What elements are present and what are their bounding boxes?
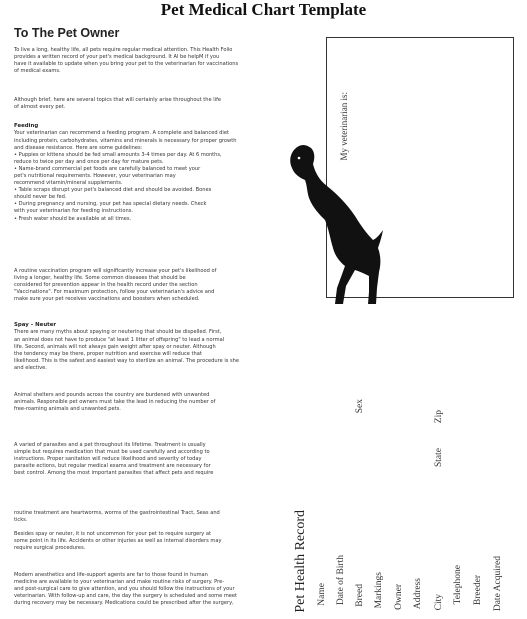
vaccination-paragraph [14,268,282,303]
shelters-paragraph [14,392,282,413]
field-name-label: Name [317,583,327,606]
zip-label: Zip [434,409,444,423]
intro-text: To live a long, healthy life, all pets require regular medical attention. This Health Folio provides a written record of your pet's medical background. It Al be helpM if you have it available to update when you bring your pet to the veterinarian for vaccinations of medical exams. [14,47,239,75]
parasites-text: A varied of parasites and a pet throughout its lifetime. Treatment is usually simple but requires medication that must be used carefully and according to instructions. Proper sanitation will reduce likelihood and severity of today parasite ections, but regular medical exams and treatment are necessary for best control. Among the most important parasites that affect pets and require [14,442,214,477]
field-owner-label: Owner [394,584,404,610]
shelters-text: Animal shelters and pounds across the country are burdened with unwanted animals. Responsible pet owners must take the lead in reducing the number of free-roaming animals and unwanted pets. [14,392,216,413]
field-breeder-label: Breeder [473,575,483,606]
surgery-paragraph [14,531,282,552]
feeding-text: Your veterinarian can recommend a feeding program. A complete and balanced diet including protein, carbohydrates, vitamins and minerals is necessary for proper growth and disease resistance. Here are some guidelines: • Puppies or kittens should be fed small amounts 3-4 times per day. At 6 months, reduce to twice per day and once per day for mature pets. • Name-brand commercial pet foods are carefully balanced to meet your pet's nutritional requirements. However, your veterinarian may recommend vitamin/mineral supplements. • Table scraps disrupt your pet's balanced diet and should be avoided. Bones should never be fed. • During pregnancy and nursing, your pet has special dietary needs. Check with your veterinarian for feeding instructions. • Fresh water should be available at all times. [14,130,237,222]
anesthetics-text: Modern anesthetics and life-support agents are far to those found in human medicine are available to your veterinarian and make routine risks of surgery. Pre- and post-surgical care to give attention, and you should follow the instructions of your veterinarian. With follow-up and care, the day the surgery is scheduled and some meet during recovery may be necessary. Medications could be prescribed after the surgery, [14,572,238,607]
page-title: Pet Medical Chart Template [160,0,367,19]
intro-paragraph [14,47,282,75]
anesthetics-paragraph [14,572,282,607]
state-label: State [434,448,444,467]
health-record-title: Pet Health Record [293,510,308,613]
field-breed-label: Breed [355,584,365,607]
vaccination-text: A routine vaccination program will significantly increase your pet's likelihood of living a longer, healthy life. Some common diseases that should be considered for prevention appear in the health record under the section "Vaccinations". For maximum protection, follow your veterinarian's advice and make sure your pet receives vaccinations and boosters when scheduled. [14,268,217,303]
parasites-paragraph [14,442,282,477]
field-address-label: Address [413,578,423,610]
brief-paragraph [14,97,282,111]
owner-section-heading: To The Pet Owner [14,26,120,40]
sex-label: Sex [355,398,365,413]
routine-text: routine treatment are heartworms, worms of the gastrointestinal Tract, Seas and ticks. [14,510,220,524]
feeding-section [14,123,282,223]
field-city-label: City [434,594,444,611]
routine-paragraph [14,510,282,524]
spay-neuter-section [14,322,282,372]
dog-silhouette-icon [285,138,385,308]
field-telephone-label: Telephone [453,565,463,605]
spay-neuter-heading: Spay – Neuter [14,322,57,328]
brief-text: Although brief, here are several topics that will certainly arise throughout the life of almost every pet. [14,97,222,111]
feeding-heading: Feeding [14,123,39,129]
owner-information-column [14,26,282,607]
spay-neuter-text: There are many myths about spaying or neutering that should be dispelled. First, an animal does not have to produce "at least 1 litter of offspring" to lead a normal life. Second, animals will not always gain weight after spay or neuter. Although the tendency may be there, proper nutrition and exercise will reduce that likelihood. This is the safest and easiest way to sterilize an animal. The procedure is she and elective. [14,329,240,371]
surgery-text: Besides spay or neuter, it is not uncommon for your pet to require surgery at some point in its life. Accidents or other injuries as well as internal disorders may require surgical procedures. [14,531,222,552]
field-date-acquired-label: Date Acquired [493,556,503,612]
field-date-of-birth-label: Date of Birth [336,555,346,606]
field-markings-label: Markings [374,572,384,609]
veterinarian-label: My veterinarian is: [339,91,349,160]
